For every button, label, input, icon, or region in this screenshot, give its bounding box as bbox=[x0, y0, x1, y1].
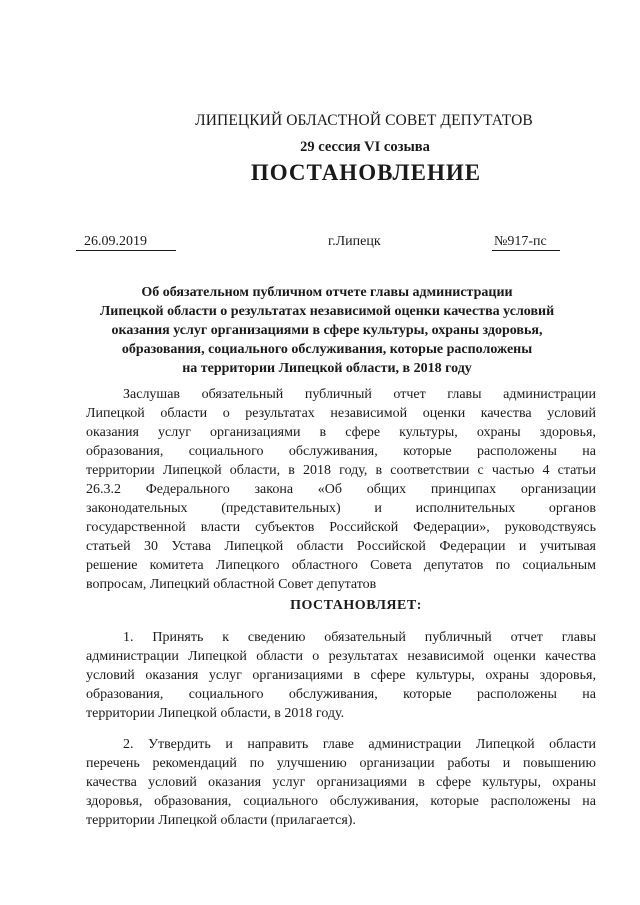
item-line: условий оказания услуг организациями в сфере культуры, охраны здоровья, bbox=[86, 668, 596, 683]
resolution-item-2 bbox=[86, 735, 596, 830]
preamble-line: законодательных (представительных) и исполнительных органов bbox=[86, 501, 596, 516]
preamble-line: вопросам, Липецкий областной Совет депутатов bbox=[86, 577, 377, 592]
item-line: администрации Липецкой области о результатах независимой оценки качества bbox=[86, 649, 596, 664]
item-line: территории Липецкой области, в 2018 году. bbox=[86, 706, 345, 721]
council-name: ЛИПЕЦКИЙ ОБЛАСТНОЙ СОВЕТ ДЕПУТАТОВ bbox=[195, 112, 533, 129]
document-city: г.Липецк bbox=[328, 234, 381, 249]
session-label: 29 сессия VI созыва bbox=[300, 139, 430, 155]
subject-line: Липецкой области о результатах независимой оценки качества условий bbox=[99, 304, 555, 319]
item-line: перечень рекомендаций по улучшению организации работы и повышению bbox=[86, 756, 596, 771]
resolution-item-1 bbox=[86, 628, 596, 723]
preamble-line: решение комитета Липецкого областного Совета депутатов по социальным bbox=[86, 558, 596, 573]
document-date: 26.09.2019 bbox=[76, 234, 176, 251]
subject-line: Об обязательном публичном отчете главы администрации bbox=[141, 285, 513, 300]
document-number: №917-пс bbox=[492, 234, 560, 251]
decree-heading: ПОСТАНОВЛЯЕТ: bbox=[290, 598, 422, 613]
item-line: качества условий оказания услуг организациями в сфере культуры, охраны bbox=[86, 775, 596, 790]
item-line: 1. Принять к сведению обязательный публичный отчет главы bbox=[123, 630, 596, 645]
preamble-line: образования, социального обслуживания, которые расположены на bbox=[86, 444, 596, 459]
preamble-line: Липецкой области о результатах независимой оценки качества условий bbox=[86, 406, 596, 421]
preamble-line: территории Липецкой области, в 2018 году, в соответствии с частью 4 статьи bbox=[86, 463, 596, 478]
item-line: образования, социального обслуживания, которые расположены на bbox=[86, 687, 596, 702]
preamble-line: статьей 30 Устава Липецкой области Российской Федерации и учитывая bbox=[86, 539, 596, 554]
preamble-line: 26.3.2 Федерального закона «Об общих принципах организации bbox=[86, 482, 596, 497]
item-line: территории Липецкой области (прилагается). bbox=[86, 813, 356, 828]
subject-line: оказания услуг организациями в сфере культуры, охраны здоровья, bbox=[111, 323, 543, 338]
item-line: здоровья, образования, социального обслуживания, которые расположены на bbox=[86, 794, 596, 809]
subject-line: образования, социального обслуживания, которые расположены bbox=[121, 342, 533, 357]
subject-line: на территории Липецкой области, в 2018 году bbox=[182, 361, 472, 376]
preamble-line: оказания услуг организациями в сфере культуры, охраны здоровья, bbox=[86, 425, 596, 440]
resolution-subject bbox=[92, 283, 562, 378]
preamble-line: Заслушав обязательный публичный отчет главы администрации bbox=[123, 387, 596, 402]
preamble-line: государственной власти субъектов Российской Федерации», руководствуясь bbox=[86, 520, 596, 535]
item-line: 2. Утвердить и направить главе администрации Липецкой области bbox=[123, 737, 596, 752]
document-type-title: ПОСТАНОВЛЕНИЕ bbox=[250, 160, 482, 185]
preamble-paragraph bbox=[86, 385, 596, 594]
